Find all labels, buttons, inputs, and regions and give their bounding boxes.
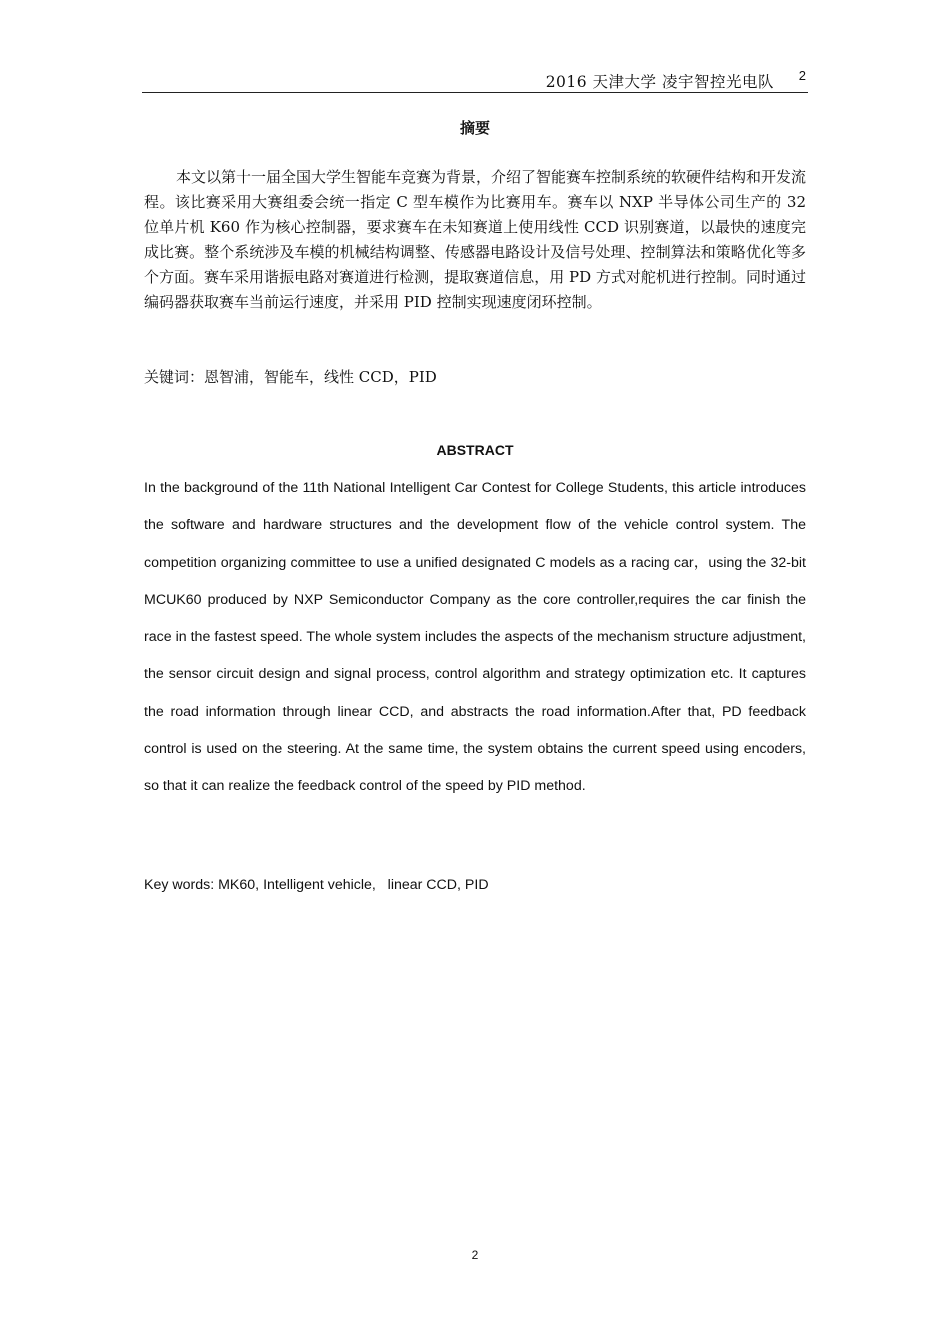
english-keywords: Key words: MK60, Intelligent vehicle, linear CCD, PID xyxy=(144,877,489,893)
header-page-number: 2 xyxy=(798,68,806,83)
english-abstract-heading: ABSTRACT xyxy=(436,442,514,458)
chinese-abstract-body: 本文以第十一届全国大学生智能车竞赛为背景，介绍了智能赛车控制系统的软硬件结构和开发流程。该比赛采用大赛组委会统一指定 C 型车模作为比赛用车。赛车以 NXP 半导体公司生产的 32 位单片机 K60 作为核心控制器，要求赛车在未知赛道上使用线性 CCD 识别赛道，以最快的速度完成比赛。整个系统涉及车模的机械结构调整、传感器电路设计及信号处理、控制算法和策略优化等多个方面。赛车采用谐振电路对赛道进行检测，提取赛道信息，用 PD 方式对舵机进行控制。同时通过编码器获取赛车当前运行速度，并采用 PID 控制实现速度闭环控制。 xyxy=(144,168,807,311)
footer-page-number: 2 xyxy=(471,1248,479,1262)
header-title: 2016 天津大学 凌宇智控光电队 xyxy=(545,73,774,91)
chinese-abstract-heading: 摘要 xyxy=(459,119,490,137)
page-header xyxy=(142,64,808,93)
chinese-keywords: 关键词：恩智浦，智能车，线性 CCD，PID xyxy=(144,368,437,386)
english-abstract-body: In the background of the 11th National Intelligent Car Contest for College Students, this article introduces the software and hardware structures and the development flow of the vehicle control system. The competition organizing committee to use a unified designated C models as a racing car，using the 32-bit MCUK60 produced by NXP Semiconductor Company as the core controller,requires the car finish the race in the fastest speed. The whole system includes the aspects of the mechanism structure adjustment, the sensor circuit design and signal process, control algorithm and strategy optimization etc. It captures the road information through linear CCD, and abstracts the road information.After that, PD feedback control is used on the steering. At the same time, the system obtains the current speed using encoders, so that it can realize the feedback control of the speed by PID method. xyxy=(144,480,806,795)
